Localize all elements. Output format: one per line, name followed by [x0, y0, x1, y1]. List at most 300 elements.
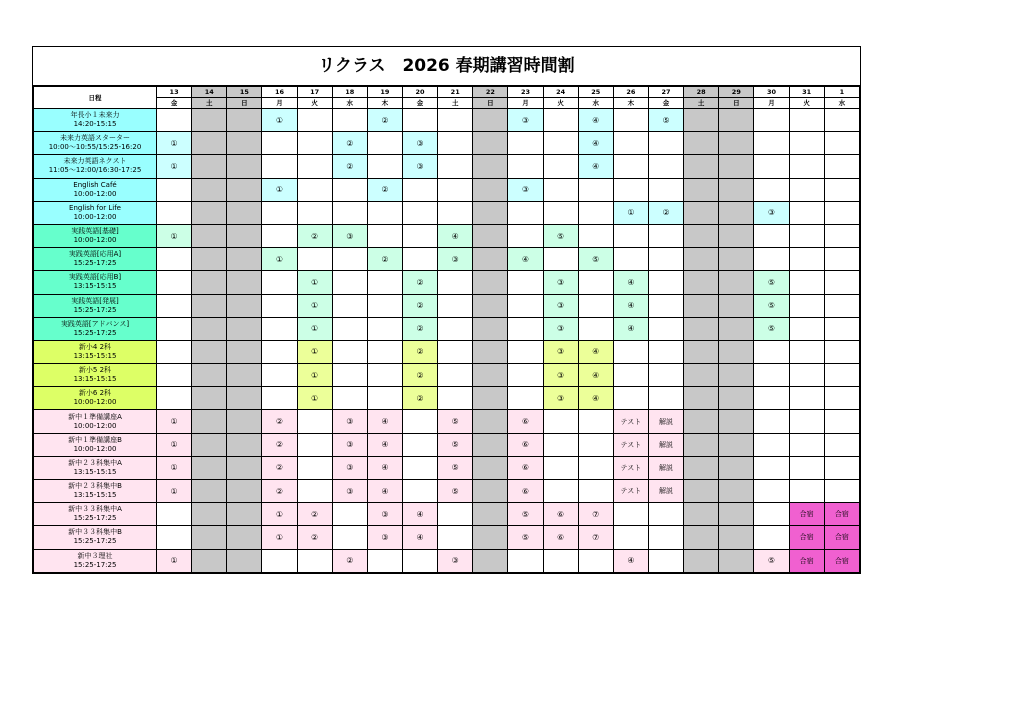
course-row [34, 549, 860, 572]
course-name: 新中３３科集中B [68, 528, 122, 537]
session-cell [332, 340, 367, 363]
session-cell [402, 109, 437, 132]
session-cell: ⑤ [754, 294, 789, 317]
session-cell: 合宿 [789, 549, 824, 572]
date-header: 13 [157, 87, 192, 98]
course-time: 15:25-17:25 [73, 514, 117, 523]
session-cell: ⑤ [508, 503, 543, 526]
session-cell [332, 503, 367, 526]
course-label [34, 109, 157, 132]
session-cell: 合宿 [824, 549, 859, 572]
session-cell [578, 271, 613, 294]
session-cell: ② [648, 201, 683, 224]
session-cell: ③ [332, 480, 367, 503]
session-cell [648, 340, 683, 363]
session-cell [613, 224, 648, 247]
session-cell [824, 132, 859, 155]
weekday-header: 金 [402, 98, 437, 109]
session-cell [192, 294, 227, 317]
course-name: 新中２３科集中B [68, 482, 122, 491]
session-cell [262, 549, 297, 572]
session-cell [227, 155, 262, 178]
session-cell [719, 109, 754, 132]
session-cell [227, 364, 262, 387]
session-cell [508, 549, 543, 572]
session-cell [824, 201, 859, 224]
course-label [34, 317, 157, 340]
session-cell [719, 480, 754, 503]
weekday-header: 金 [648, 98, 683, 109]
course-row [34, 271, 860, 294]
session-cell: ③ [332, 433, 367, 456]
session-cell: ③ [508, 178, 543, 201]
date-header: 29 [719, 87, 754, 98]
session-cell: ④ [367, 433, 402, 456]
session-cell [578, 224, 613, 247]
session-cell [578, 410, 613, 433]
session-cell [789, 340, 824, 363]
session-cell [227, 433, 262, 456]
course-row [34, 155, 860, 178]
weekday-header: 火 [297, 98, 332, 109]
session-cell [297, 433, 332, 456]
session-cell [789, 109, 824, 132]
course-time: 10:00-12:00 [73, 212, 117, 221]
session-cell: 解説 [648, 433, 683, 456]
session-cell [402, 549, 437, 572]
session-cell [402, 201, 437, 224]
session-cell [789, 201, 824, 224]
session-cell [613, 387, 648, 410]
session-cell [543, 132, 578, 155]
course-label [34, 364, 157, 387]
date-header: 26 [613, 87, 648, 98]
session-cell: ③ [543, 340, 578, 363]
session-cell: ① [157, 480, 192, 503]
session-cell [192, 387, 227, 410]
session-cell [332, 387, 367, 410]
weekday-header: 日 [473, 98, 508, 109]
session-cell [332, 526, 367, 549]
session-cell: ② [367, 109, 402, 132]
session-cell [192, 224, 227, 247]
session-cell [367, 271, 402, 294]
session-cell [824, 248, 859, 271]
session-cell [543, 201, 578, 224]
course-time: 10:00-12:00 [73, 421, 117, 430]
session-cell [473, 178, 508, 201]
session-cell [157, 248, 192, 271]
session-cell [684, 317, 719, 340]
course-row [34, 178, 860, 201]
session-cell: ① [157, 456, 192, 479]
session-cell [719, 364, 754, 387]
session-cell [473, 132, 508, 155]
session-cell [157, 364, 192, 387]
session-cell: ① [262, 503, 297, 526]
course-label [34, 271, 157, 294]
weekday-header: 木 [367, 98, 402, 109]
session-cell [332, 248, 367, 271]
session-cell [297, 201, 332, 224]
session-cell [367, 294, 402, 317]
session-cell: ⑤ [754, 271, 789, 294]
session-cell [508, 294, 543, 317]
session-cell: ⑤ [438, 433, 473, 456]
session-cell [754, 132, 789, 155]
session-cell [648, 387, 683, 410]
session-cell [684, 178, 719, 201]
session-cell [684, 526, 719, 549]
session-cell: ④ [367, 480, 402, 503]
course-name: 新中１準備講座B [68, 435, 122, 444]
session-cell [684, 387, 719, 410]
course-label [34, 526, 157, 549]
session-cell [227, 456, 262, 479]
course-time: 10:00-12:00 [73, 236, 117, 245]
session-cell [754, 178, 789, 201]
course-label [34, 387, 157, 410]
session-cell [438, 317, 473, 340]
session-cell: ⑤ [438, 410, 473, 433]
course-name: 実践英語[アドバンス] [60, 319, 130, 328]
session-cell [402, 410, 437, 433]
session-cell [192, 132, 227, 155]
session-cell [297, 549, 332, 572]
session-cell: ④ [613, 549, 648, 572]
session-cell [473, 526, 508, 549]
session-cell: ③ [402, 155, 437, 178]
session-cell [473, 433, 508, 456]
session-cell [754, 526, 789, 549]
course-name: 新小6 2科 [78, 389, 112, 398]
session-cell [789, 294, 824, 317]
session-cell [367, 201, 402, 224]
session-cell [613, 178, 648, 201]
session-cell: 解説 [648, 410, 683, 433]
session-cell [578, 480, 613, 503]
session-cell [824, 271, 859, 294]
session-cell: 合宿 [824, 526, 859, 549]
weekday-header: 水 [578, 98, 613, 109]
session-cell [157, 178, 192, 201]
session-cell [719, 456, 754, 479]
session-cell [367, 132, 402, 155]
course-row [34, 364, 860, 387]
session-cell [367, 387, 402, 410]
session-cell [789, 248, 824, 271]
session-cell [332, 109, 367, 132]
session-cell [648, 155, 683, 178]
session-cell [157, 340, 192, 363]
session-cell: ⑤ [578, 248, 613, 271]
session-cell: ④ [367, 410, 402, 433]
date-header: 21 [438, 87, 473, 98]
session-cell: ② [402, 364, 437, 387]
session-cell [613, 340, 648, 363]
session-cell [402, 433, 437, 456]
course-label [34, 224, 157, 247]
session-cell: ⑤ [543, 224, 578, 247]
weekday-header: 水 [332, 98, 367, 109]
session-cell [754, 109, 789, 132]
session-cell [648, 132, 683, 155]
course-name: 新中１準備講座A [68, 412, 122, 421]
session-cell [157, 387, 192, 410]
session-cell: ① [297, 271, 332, 294]
session-cell [824, 364, 859, 387]
session-cell [192, 364, 227, 387]
session-cell: ② [367, 248, 402, 271]
session-cell [824, 155, 859, 178]
session-cell [754, 155, 789, 178]
session-cell [648, 503, 683, 526]
session-cell [789, 433, 824, 456]
course-row [34, 294, 860, 317]
session-cell [613, 155, 648, 178]
session-cell [684, 480, 719, 503]
session-cell [719, 410, 754, 433]
session-cell [754, 410, 789, 433]
session-cell [157, 526, 192, 549]
session-cell: ⑥ [543, 503, 578, 526]
course-time: 13:15-15:15 [73, 351, 117, 360]
session-cell [473, 248, 508, 271]
session-cell [473, 294, 508, 317]
session-cell [438, 387, 473, 410]
date-header: 14 [192, 87, 227, 98]
session-cell [367, 549, 402, 572]
session-cell [192, 480, 227, 503]
session-cell: ① [157, 410, 192, 433]
session-cell [192, 109, 227, 132]
course-time: 14:20-15:15 [73, 120, 117, 129]
session-cell [684, 271, 719, 294]
session-cell: ① [262, 178, 297, 201]
date-header: 1 [824, 87, 859, 98]
session-cell [438, 271, 473, 294]
date-header: 17 [297, 87, 332, 98]
date-header: 30 [754, 87, 789, 98]
session-cell [754, 248, 789, 271]
session-cell [613, 364, 648, 387]
session-cell [227, 480, 262, 503]
course-time: 15:25-17:25 [73, 259, 117, 268]
course-time: 13:15-15:15 [73, 375, 117, 384]
course-time: 13:15-15:15 [73, 491, 117, 500]
session-cell [648, 364, 683, 387]
session-cell [297, 155, 332, 178]
session-cell [684, 155, 719, 178]
session-cell [719, 526, 754, 549]
session-cell [192, 456, 227, 479]
session-cell [613, 503, 648, 526]
session-cell [297, 248, 332, 271]
session-cell [684, 201, 719, 224]
session-cell: 合宿 [824, 503, 859, 526]
session-cell: ③ [332, 456, 367, 479]
course-name: 新小5 2科 [78, 366, 112, 375]
session-cell [473, 224, 508, 247]
session-cell: ④ [578, 155, 613, 178]
weekday-header: 土 [438, 98, 473, 109]
session-cell [754, 456, 789, 479]
session-cell: 合宿 [789, 526, 824, 549]
session-cell [684, 433, 719, 456]
course-time: 15:25-17:25 [73, 537, 117, 546]
session-cell: ④ [578, 109, 613, 132]
session-cell [438, 201, 473, 224]
session-cell [684, 549, 719, 572]
session-cell [227, 248, 262, 271]
session-cell [438, 294, 473, 317]
session-cell [543, 456, 578, 479]
timetable [33, 86, 860, 573]
course-label [34, 155, 157, 178]
course-name: 未来力英語スターター [60, 134, 130, 143]
session-cell: ① [262, 526, 297, 549]
session-cell [438, 132, 473, 155]
session-cell: ⑤ [648, 109, 683, 132]
date-header: 20 [402, 87, 437, 98]
session-cell [227, 132, 262, 155]
date-header: 15 [227, 87, 262, 98]
session-cell [192, 271, 227, 294]
session-cell [297, 132, 332, 155]
session-cell [367, 364, 402, 387]
session-cell [438, 364, 473, 387]
session-cell [192, 410, 227, 433]
session-cell: ③ [543, 271, 578, 294]
session-cell: ④ [578, 132, 613, 155]
session-cell [543, 410, 578, 433]
session-cell [684, 109, 719, 132]
course-label [34, 201, 157, 224]
session-cell [824, 433, 859, 456]
course-row [34, 503, 860, 526]
session-cell: ② [402, 294, 437, 317]
course-row [34, 480, 860, 503]
session-cell: ④ [402, 526, 437, 549]
session-cell [473, 387, 508, 410]
course-row [34, 526, 860, 549]
session-cell [297, 410, 332, 433]
session-cell: ③ [438, 549, 473, 572]
session-cell [227, 201, 262, 224]
weekday-header: 日 [227, 98, 262, 109]
session-cell: テスト [613, 480, 648, 503]
session-cell [684, 248, 719, 271]
date-header: 24 [543, 87, 578, 98]
session-cell [227, 271, 262, 294]
session-cell [648, 549, 683, 572]
session-cell [824, 294, 859, 317]
session-cell: 解説 [648, 480, 683, 503]
course-name: 新中３理社 [77, 551, 113, 560]
course-row [34, 248, 860, 271]
session-cell [262, 340, 297, 363]
course-row [34, 132, 860, 155]
session-cell [192, 178, 227, 201]
session-cell: ③ [367, 503, 402, 526]
session-cell [754, 364, 789, 387]
course-time: 15:25-17:25 [73, 560, 117, 569]
course-name: 実践英語[発展] [71, 296, 119, 305]
session-cell [508, 271, 543, 294]
session-cell [824, 178, 859, 201]
session-cell: ② [332, 549, 367, 572]
session-cell [754, 340, 789, 363]
weekday-header: 水 [824, 98, 859, 109]
session-cell [684, 132, 719, 155]
course-time: 15:25-17:25 [73, 305, 117, 314]
session-cell [648, 271, 683, 294]
session-cell [227, 317, 262, 340]
session-cell [824, 456, 859, 479]
session-cell [578, 178, 613, 201]
session-cell [473, 456, 508, 479]
session-cell: ② [332, 132, 367, 155]
session-cell [367, 340, 402, 363]
weekday-header: 火 [789, 98, 824, 109]
date-header: 28 [684, 87, 719, 98]
session-cell [438, 340, 473, 363]
course-row [34, 201, 860, 224]
session-cell [192, 317, 227, 340]
session-cell: テスト [613, 456, 648, 479]
session-cell: ① [157, 433, 192, 456]
session-cell: ③ [438, 248, 473, 271]
session-cell: テスト [613, 410, 648, 433]
session-cell: ⑦ [578, 526, 613, 549]
session-cell [402, 456, 437, 479]
session-cell [719, 248, 754, 271]
session-cell: ⑤ [438, 456, 473, 479]
weekday-header: 日 [719, 98, 754, 109]
course-row [34, 340, 860, 363]
session-cell [578, 456, 613, 479]
session-cell [192, 549, 227, 572]
session-cell [227, 503, 262, 526]
session-cell: ④ [613, 294, 648, 317]
session-cell [473, 201, 508, 224]
course-row [34, 410, 860, 433]
session-cell: ① [297, 340, 332, 363]
session-cell [157, 201, 192, 224]
page-title: リクラス 2026 春期講習時間割 [33, 47, 860, 86]
session-cell: ② [297, 224, 332, 247]
session-cell [684, 364, 719, 387]
session-cell [262, 294, 297, 317]
date-header: 18 [332, 87, 367, 98]
session-cell [543, 480, 578, 503]
weekday-header: 火 [543, 98, 578, 109]
session-cell [227, 387, 262, 410]
session-cell: ⑤ [438, 480, 473, 503]
session-cell [402, 178, 437, 201]
session-cell [719, 433, 754, 456]
session-cell: ① [157, 155, 192, 178]
session-cell [157, 503, 192, 526]
session-cell [508, 155, 543, 178]
session-cell: ④ [578, 364, 613, 387]
session-cell [719, 317, 754, 340]
course-row [34, 317, 860, 340]
session-cell: ③ [402, 132, 437, 155]
session-cell [332, 271, 367, 294]
session-cell: ① [297, 387, 332, 410]
session-cell [262, 364, 297, 387]
